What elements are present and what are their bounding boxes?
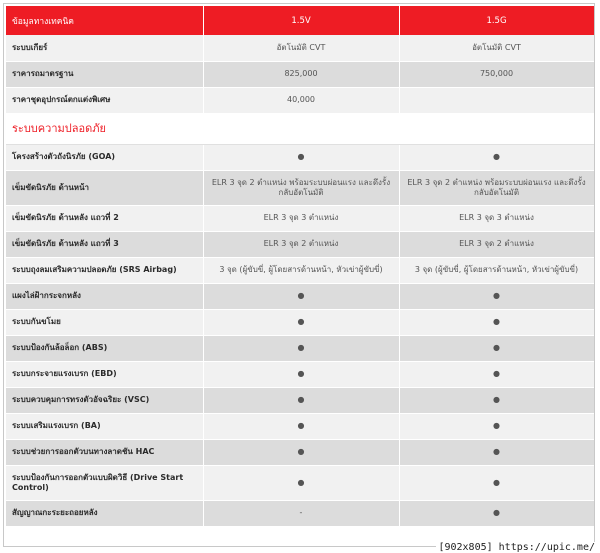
row-value-variant-1: อัตโนมัติ CVT: [203, 35, 399, 61]
row-value-variant-2: ●: [399, 309, 594, 335]
row-value-variant-2: ●: [399, 465, 594, 500]
table-row: [6, 387, 594, 413]
row-label: ระบบถุงลมเสริมความปลอดภัย (SRS Airbag): [6, 257, 203, 283]
row-value-variant-2: ELR 3 จุด 3 ตำแหน่ง: [399, 205, 594, 231]
spec-table: [6, 6, 595, 527]
row-value-variant-2: 750,000: [399, 61, 594, 87]
row-label: ระบบกันขโมย: [6, 309, 203, 335]
row-label: แผงไล่ฝ้ากระจกหลัง: [6, 283, 203, 309]
row-label: เข็มขัดนิรภัย ด้านหลัง แถวที่ 3: [6, 231, 203, 257]
row-label: เข็มขัดนิรภัย ด้านหน้า: [6, 170, 203, 205]
table-row: [6, 335, 594, 361]
row-value-variant-1: 825,000: [203, 61, 399, 87]
row-value-variant-2: ●: [399, 500, 594, 526]
row-value-variant-2: ELR 3 จุด 2 ตำแหน่ง: [399, 231, 594, 257]
row-value-variant-1: ●: [203, 309, 399, 335]
row-value-variant-1: ●: [203, 413, 399, 439]
row-value-variant-2: ELR 3 จุด 2 ตำแหน่ง พร้อมระบบผ่อนแรง และดึงรั้งกลับอัตโนมัติ: [399, 170, 594, 205]
row-label: ระบบป้องกันการออกตัวแบบผิดวิธี (Drive Start Control): [6, 465, 203, 500]
table-row: [6, 231, 594, 257]
row-value-variant-2: ●: [399, 413, 594, 439]
row-value-variant-2: ●: [399, 387, 594, 413]
table-row: [6, 439, 594, 465]
table-row: [6, 465, 594, 500]
row-value-variant-1: ELR 3 จุด 2 ตำแหน่ง: [203, 231, 399, 257]
row-value-variant-1: ●: [203, 283, 399, 309]
row-value-variant-1: ELR 3 จุด 3 ตำแหน่ง: [203, 205, 399, 231]
row-label: ระบบเกียร์: [6, 35, 203, 61]
table-row: [6, 35, 594, 61]
row-label: ระบบควบคุมการทรงตัวอัจฉริยะ (VSC): [6, 387, 203, 413]
row-label: ราคาชุดอุปกรณ์ตกแต่งพิเศษ: [6, 87, 203, 113]
row-value-variant-2: [399, 87, 594, 113]
row-value-variant-2: ●: [399, 144, 594, 170]
row-value-variant-2: ●: [399, 283, 594, 309]
top-rows: [6, 35, 594, 113]
header-spec: ข้อมูลทางเทคนิค: [6, 6, 203, 35]
row-label: ระบบช่วยการออกตัวบนทางลาดชัน HAC: [6, 439, 203, 465]
row-value-variant-1: ●: [203, 361, 399, 387]
table-row: [6, 170, 594, 205]
row-value-variant-2: 3 จุด (ผู้ขับขี่, ผู้โดยสารด้านหน้า, หัวเข่าผู้ขับขี่): [399, 257, 594, 283]
table-row: [6, 413, 594, 439]
row-value-variant-1: ●: [203, 465, 399, 500]
row-value-variant-2: อัตโนมัติ CVT: [399, 35, 594, 61]
table-row: [6, 283, 594, 309]
section-row: [6, 113, 594, 144]
row-label: ระบบกระจายแรงเบรก (EBD): [6, 361, 203, 387]
row-value-variant-1: ●: [203, 387, 399, 413]
row-value-variant-2: ●: [399, 439, 594, 465]
row-label: ระบบเสริมแรงเบรก (BA): [6, 413, 203, 439]
spec-panel: [3, 3, 595, 547]
row-label: โครงสร้างตัวถังนิรภัย (GOA): [6, 144, 203, 170]
watermark-link[interactable]: [902x805] https://upic.me/: [438, 542, 595, 553]
row-value-variant-2: ●: [399, 361, 594, 387]
row-label: สัญญาณกะระยะถอยหลัง: [6, 500, 203, 526]
row-label: ระบบป้องกันล้อล็อก (ABS): [6, 335, 203, 361]
row-value-variant-1: ●: [203, 144, 399, 170]
row-label: เข็มขัดนิรภัย ด้านหลัง แถวที่ 2: [6, 205, 203, 231]
section-title: ระบบความปลอดภัย: [6, 113, 594, 144]
table-row: [6, 309, 594, 335]
row-value-variant-1: ELR 3 จุด 2 ตำแหน่ง พร้อมระบบผ่อนแรง และดึงรั้งกลับอัตโนมัติ: [203, 170, 399, 205]
row-value-variant-1: 3 จุด (ผู้ขับขี่, ผู้โดยสารด้านหน้า, หัวเข่าผู้ขับขี่): [203, 257, 399, 283]
row-value-variant-1: ●: [203, 335, 399, 361]
table-row: [6, 500, 594, 526]
safety-rows: [6, 144, 594, 526]
header-variant-2: 1.5G: [399, 6, 594, 35]
row-value-variant-1: 40,000: [203, 87, 399, 113]
table-row: [6, 257, 594, 283]
row-value-variant-1: -: [203, 500, 399, 526]
table-row: [6, 61, 594, 87]
table-row: [6, 205, 594, 231]
header-variant-1: 1.5V: [203, 6, 399, 35]
row-value-variant-1: ●: [203, 439, 399, 465]
row-label: ราคารถมาตรฐาน: [6, 61, 203, 87]
row-value-variant-2: ●: [399, 335, 594, 361]
table-header-row: [6, 6, 594, 35]
table-row: [6, 144, 594, 170]
table-row: [6, 87, 594, 113]
table-row: [6, 361, 594, 387]
